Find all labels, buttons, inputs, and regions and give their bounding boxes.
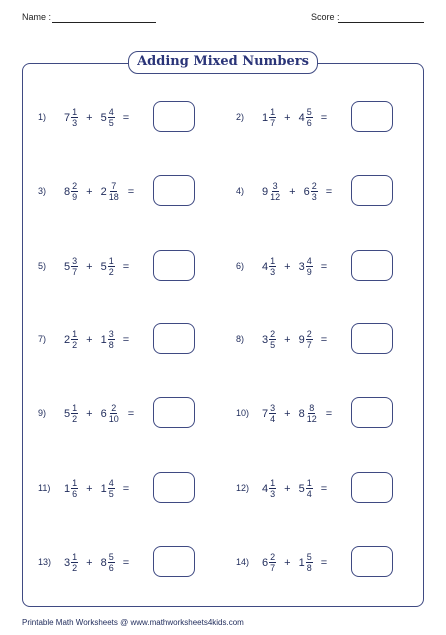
mixed-number-first — [262, 330, 276, 350]
mixed-number-second — [299, 479, 313, 499]
answer-box[interactable] — [153, 397, 195, 428]
problem-number: 6) — [236, 261, 245, 271]
fraction — [269, 479, 276, 499]
score-label: Score : — [311, 12, 340, 22]
fraction — [71, 404, 78, 424]
answer-box[interactable] — [153, 323, 195, 354]
numerator: 5 — [306, 552, 312, 562]
problem-4 — [236, 176, 411, 208]
problem-number: 10) — [236, 408, 250, 418]
denominator: 3 — [311, 192, 317, 202]
whole-part: 1 — [100, 483, 107, 495]
answer-box[interactable] — [351, 250, 393, 281]
name-field — [22, 12, 51, 22]
problem-5 — [38, 251, 213, 283]
denominator: 12 — [270, 192, 281, 202]
fraction — [108, 479, 115, 499]
whole-part: 2 — [100, 186, 107, 198]
problem-number: 9) — [38, 408, 47, 418]
mixed-number-second — [101, 108, 115, 128]
denominator: 5 — [108, 118, 114, 128]
whole-part: 5 — [64, 408, 71, 420]
fraction — [269, 182, 281, 202]
problem-number: 11) — [38, 483, 51, 493]
fraction — [108, 404, 120, 424]
fraction — [71, 182, 78, 202]
plus-sign: + — [86, 112, 93, 124]
problem-7 — [38, 324, 213, 356]
whole-part: 5 — [298, 483, 305, 495]
whole-part: 3 — [298, 261, 305, 273]
equals-sign: = — [122, 483, 130, 495]
fraction — [108, 553, 115, 573]
numerator: 1 — [72, 552, 78, 562]
whole-part: 4 — [298, 112, 305, 124]
denominator: 3 — [270, 267, 276, 277]
denominator: 12 — [306, 414, 317, 424]
whole-part: 7 — [262, 408, 269, 420]
fraction — [306, 257, 313, 277]
plus-sign: + — [86, 408, 93, 420]
fraction — [108, 182, 120, 202]
denominator: 5 — [108, 489, 114, 499]
denominator: 10 — [108, 414, 119, 424]
whole-part: 1 — [298, 557, 305, 569]
fraction — [269, 108, 276, 128]
mixed-number-second — [299, 108, 313, 128]
mixed-number-first — [262, 479, 276, 499]
fraction — [269, 257, 276, 277]
problem-8 — [236, 324, 411, 356]
numerator: 3 — [270, 403, 276, 413]
whole-part: 6 — [100, 408, 107, 420]
score-field — [311, 12, 340, 22]
problem-number: 8) — [236, 334, 245, 344]
answer-box[interactable] — [153, 175, 195, 206]
name-line[interactable] — [52, 22, 156, 23]
numerator: 2 — [306, 329, 312, 339]
numerator: 1 — [72, 107, 78, 117]
problem-expression — [64, 547, 137, 579]
equals-sign: = — [320, 334, 328, 346]
fraction — [269, 330, 276, 350]
answer-box[interactable] — [351, 472, 393, 503]
numerator: 4 — [108, 478, 114, 488]
equals-sign: = — [122, 557, 130, 569]
whole-part: 2 — [64, 334, 71, 346]
whole-part: 5 — [100, 261, 107, 273]
equals-sign: = — [122, 112, 130, 124]
numerator: 2 — [270, 329, 276, 339]
problem-expression — [262, 176, 340, 208]
problem-12 — [236, 473, 411, 505]
problem-number: 12) — [236, 483, 250, 493]
problem-expression — [64, 176, 142, 208]
plus-sign: + — [284, 261, 291, 273]
plus-sign: + — [284, 408, 291, 420]
equals-sign: = — [127, 408, 135, 420]
plus-sign: + — [284, 483, 291, 495]
plus-sign: + — [284, 557, 291, 569]
mixed-number-first — [262, 108, 276, 128]
mixed-number-first — [64, 553, 78, 573]
mixed-number-first — [64, 330, 78, 350]
answer-box[interactable] — [351, 101, 393, 132]
plus-sign: + — [289, 186, 296, 198]
fraction — [311, 182, 318, 202]
problem-expression — [64, 398, 142, 430]
whole-part: 3 — [262, 334, 269, 346]
equals-sign: = — [320, 483, 328, 495]
fraction — [306, 553, 313, 573]
mixed-number-first — [262, 404, 276, 424]
plus-sign: + — [284, 112, 291, 124]
answer-box[interactable] — [351, 175, 393, 206]
mixed-number-second — [299, 257, 313, 277]
whole-part: 9 — [298, 334, 305, 346]
denominator: 7 — [270, 118, 276, 128]
mixed-number-first — [64, 108, 78, 128]
whole-part: 3 — [64, 557, 71, 569]
denominator: 7 — [270, 563, 276, 573]
denominator: 6 — [306, 118, 312, 128]
fraction — [306, 330, 313, 350]
problem-number: 13) — [38, 557, 52, 567]
equals-sign: = — [325, 186, 333, 198]
whole-part: 1 — [64, 483, 71, 495]
denominator: 7 — [306, 340, 312, 350]
plus-sign: + — [284, 334, 291, 346]
whole-part: 4 — [262, 261, 269, 273]
equals-sign: = — [122, 261, 130, 273]
whole-part: 1 — [100, 334, 107, 346]
mixed-number-first — [262, 182, 281, 202]
problem-expression — [262, 251, 335, 283]
numerator: 1 — [306, 478, 312, 488]
denominator: 3 — [72, 118, 78, 128]
whole-part: 6 — [262, 557, 269, 569]
fraction — [71, 108, 78, 128]
answer-box[interactable] — [153, 546, 195, 577]
problem-number: 1) — [38, 112, 47, 122]
problem-number: 4) — [236, 186, 245, 196]
problem-expression — [262, 398, 340, 430]
footer-credit: Printable Math Worksheets @ www.mathworksheets4kids.com — [22, 618, 244, 627]
numerator: 3 — [72, 256, 78, 266]
whole-part: 9 — [262, 186, 269, 198]
whole-part: 5 — [100, 112, 107, 124]
numerator: 1 — [270, 256, 276, 266]
denominator: 6 — [72, 489, 78, 499]
numerator: 1 — [72, 478, 78, 488]
mixed-number-first — [64, 257, 78, 277]
fraction — [71, 553, 78, 573]
denominator: 2 — [108, 267, 114, 277]
problem-expression — [64, 324, 137, 356]
problem-number: 7) — [38, 334, 47, 344]
mixed-number-second — [101, 330, 115, 350]
problem-expression — [262, 473, 335, 505]
fraction — [108, 108, 115, 128]
answer-box[interactable] — [351, 397, 393, 428]
denominator: 5 — [270, 340, 276, 350]
denominator: 7 — [72, 267, 78, 277]
answer-box[interactable] — [351, 323, 393, 354]
mixed-number-first — [64, 182, 78, 202]
worksheet-title: Adding Mixed Numbers — [128, 51, 318, 74]
mixed-number-second — [101, 553, 115, 573]
numerator: 1 — [270, 478, 276, 488]
whole-part: 4 — [262, 483, 269, 495]
numerator: 1 — [72, 403, 78, 413]
fraction — [306, 479, 313, 499]
fraction — [71, 330, 78, 350]
answer-box[interactable] — [153, 472, 195, 503]
denominator: 4 — [306, 489, 312, 499]
fraction — [269, 553, 276, 573]
whole-part: 8 — [100, 557, 107, 569]
problem-2 — [236, 102, 411, 134]
fraction — [71, 479, 78, 499]
numerator: 2 — [270, 552, 276, 562]
problem-expression — [262, 547, 335, 579]
mixed-number-second — [299, 330, 313, 350]
whole-part: 7 — [64, 112, 71, 124]
problem-11 — [38, 473, 213, 505]
numerator: 3 — [272, 181, 278, 191]
mixed-number-second — [304, 182, 318, 202]
denominator: 2 — [72, 414, 78, 424]
mixed-number-first — [64, 404, 78, 424]
denominator: 2 — [72, 340, 78, 350]
numerator: 1 — [72, 329, 78, 339]
mixed-number-second — [101, 404, 120, 424]
problem-expression — [64, 102, 137, 134]
mixed-number-second — [101, 479, 115, 499]
numerator: 2 — [72, 181, 78, 191]
problem-13 — [38, 547, 213, 579]
equals-sign: = — [320, 261, 328, 273]
mixed-number-second — [101, 182, 120, 202]
answer-box[interactable] — [351, 546, 393, 577]
mixed-number-second — [101, 257, 115, 277]
denominator: 8 — [108, 340, 114, 350]
denominator: 18 — [108, 192, 119, 202]
plus-sign: + — [86, 557, 93, 569]
problem-9 — [38, 398, 213, 430]
whole-part: 6 — [303, 186, 310, 198]
problem-expression — [262, 102, 335, 134]
denominator: 9 — [306, 267, 312, 277]
equals-sign: = — [320, 557, 328, 569]
mixed-number-first — [64, 479, 78, 499]
numerator: 8 — [309, 403, 315, 413]
numerator: 4 — [306, 256, 312, 266]
mixed-number-second — [299, 404, 318, 424]
plus-sign: + — [86, 186, 93, 198]
problem-1 — [38, 102, 213, 134]
score-line[interactable] — [338, 22, 424, 23]
equals-sign: = — [127, 186, 135, 198]
equals-sign: = — [320, 112, 328, 124]
denominator: 9 — [72, 192, 78, 202]
fraction — [306, 108, 313, 128]
mixed-number-first — [262, 553, 276, 573]
mixed-number-second — [299, 553, 313, 573]
fraction — [306, 404, 318, 424]
problem-number: 3) — [38, 186, 47, 196]
problem-14 — [236, 547, 411, 579]
whole-part: 5 — [64, 261, 71, 273]
fraction — [108, 257, 115, 277]
answer-box[interactable] — [153, 101, 195, 132]
numerator: 1 — [108, 256, 114, 266]
numerator: 2 — [311, 181, 317, 191]
denominator: 8 — [306, 563, 312, 573]
plus-sign: + — [86, 261, 93, 273]
plus-sign: + — [86, 334, 93, 346]
whole-part: 8 — [298, 408, 305, 420]
denominator: 3 — [270, 489, 276, 499]
problem-number: 2) — [236, 112, 245, 122]
answer-box[interactable] — [153, 250, 195, 281]
problem-expression — [64, 251, 137, 283]
whole-part: 8 — [64, 186, 71, 198]
problem-number: 5) — [38, 261, 47, 271]
problem-number: 14) — [236, 557, 250, 567]
mixed-number-first — [262, 257, 276, 277]
equals-sign: = — [325, 408, 333, 420]
fraction — [71, 257, 78, 277]
numerator: 5 — [108, 552, 114, 562]
denominator: 6 — [108, 563, 114, 573]
whole-part: 1 — [262, 112, 269, 124]
denominator: 2 — [72, 563, 78, 573]
problem-expression — [262, 324, 335, 356]
denominator: 4 — [270, 414, 276, 424]
numerator: 3 — [108, 329, 114, 339]
fraction — [108, 330, 115, 350]
fraction — [269, 404, 276, 424]
numerator: 2 — [111, 403, 117, 413]
name-label: Name : — [22, 12, 52, 22]
equals-sign: = — [122, 334, 130, 346]
problem-expression — [64, 473, 137, 505]
problem-3 — [38, 176, 213, 208]
plus-sign: + — [86, 483, 93, 495]
numerator: 1 — [270, 107, 276, 117]
numerator: 7 — [111, 181, 117, 191]
problem-10 — [236, 398, 411, 430]
problem-6 — [236, 251, 411, 283]
numerator: 4 — [108, 107, 114, 117]
numerator: 5 — [306, 107, 312, 117]
